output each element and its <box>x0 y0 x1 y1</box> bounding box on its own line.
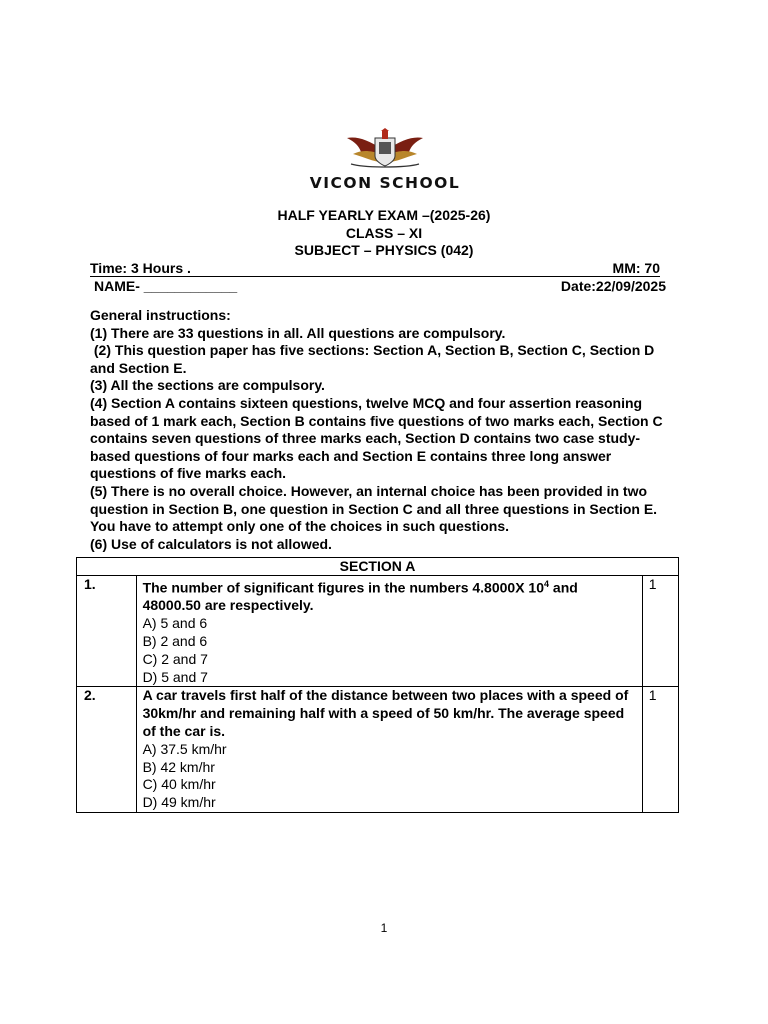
general-instructions <box>90 307 680 553</box>
question-marks: 1 <box>642 687 678 813</box>
option-c: C) 40 km/hr <box>142 776 216 793</box>
question-number: 1. <box>77 576 137 687</box>
option-a: A) 37.5 km/hr <box>142 740 227 757</box>
section-title: SECTION A <box>77 558 679 576</box>
question-text-part: and 48000.50 are respectively. <box>142 579 578 614</box>
instruction-item: (5) There is no overall choice. However, an internal choice has been provided in two question in Section B, one question in Section C and all three questions in Section E. You have to attempt only one of the choices in such questions. <box>90 482 658 535</box>
question-text-part: The number of significant figures in the numbers 4.8000X 10 <box>142 579 544 596</box>
name-label: NAME- ____________ <box>94 278 238 294</box>
school-logo <box>265 128 505 194</box>
instruction-item: (4) Section A contains sixteen questions, twelve MCQ and four assertion reasoning based of 1 mark each, Section B contains five questions of two marks each, Section C contains seven questions of three marks each, Section D contains two case study-based questions of four marks each and Section E contains three long answer questions of five marks each. <box>90 394 663 482</box>
instruction-item: (2) This question paper has five sections: Section A, Section B, Section C, Section D and Section E. <box>90 342 659 376</box>
option-d: D) 5 and 7 <box>142 668 208 685</box>
question-text <box>143 576 638 615</box>
name-date-row <box>94 278 666 296</box>
question-row <box>77 687 679 813</box>
time-marks-row <box>90 260 660 277</box>
instruction-item: (3) All the sections are compulsory. <box>90 377 325 394</box>
option-b: B) 2 and 6 <box>142 633 208 650</box>
instructions-heading: General instructions: <box>90 307 231 323</box>
question-row <box>77 576 679 687</box>
exam-time: Time: 3 Hours . <box>90 260 191 276</box>
exam-subject: SUBJECT – PHYSICS (042) <box>294 242 474 258</box>
exam-class: CLASS – XI <box>345 225 423 241</box>
question-number: 2. <box>77 687 137 813</box>
question-text: A car travels first half of the distance between two places with a speed of 30km/hr and remaining half with a speed of 50 km/hr. The average speed of the car is. <box>142 687 629 740</box>
question-marks: 1 <box>642 576 678 687</box>
max-marks: MM: 70 <box>612 260 660 276</box>
exam-date: Date:22/09/2025 <box>560 278 666 294</box>
option-a: A) 5 and 6 <box>142 615 208 632</box>
option-d: D) 49 km/hr <box>142 794 216 811</box>
vicon-school-crest-icon <box>265 128 505 174</box>
exponent: 4 <box>544 579 550 589</box>
questions-table <box>76 557 679 813</box>
option-b: B) 42 km/hr <box>142 758 215 775</box>
question-body <box>136 687 642 813</box>
option-c: C) 2 and 7 <box>142 650 208 667</box>
instruction-item: (6) Use of calculators is not allowed. <box>90 535 332 552</box>
page-number: 1 <box>380 921 388 935</box>
instruction-item: (1) There are 33 questions in all. All questions are compulsory. <box>90 324 506 341</box>
exam-title: HALF YEARLY EXAM –(2025-26) <box>277 207 491 223</box>
school-name: VICON SCHOOL <box>309 174 461 192</box>
question-body <box>136 576 642 687</box>
